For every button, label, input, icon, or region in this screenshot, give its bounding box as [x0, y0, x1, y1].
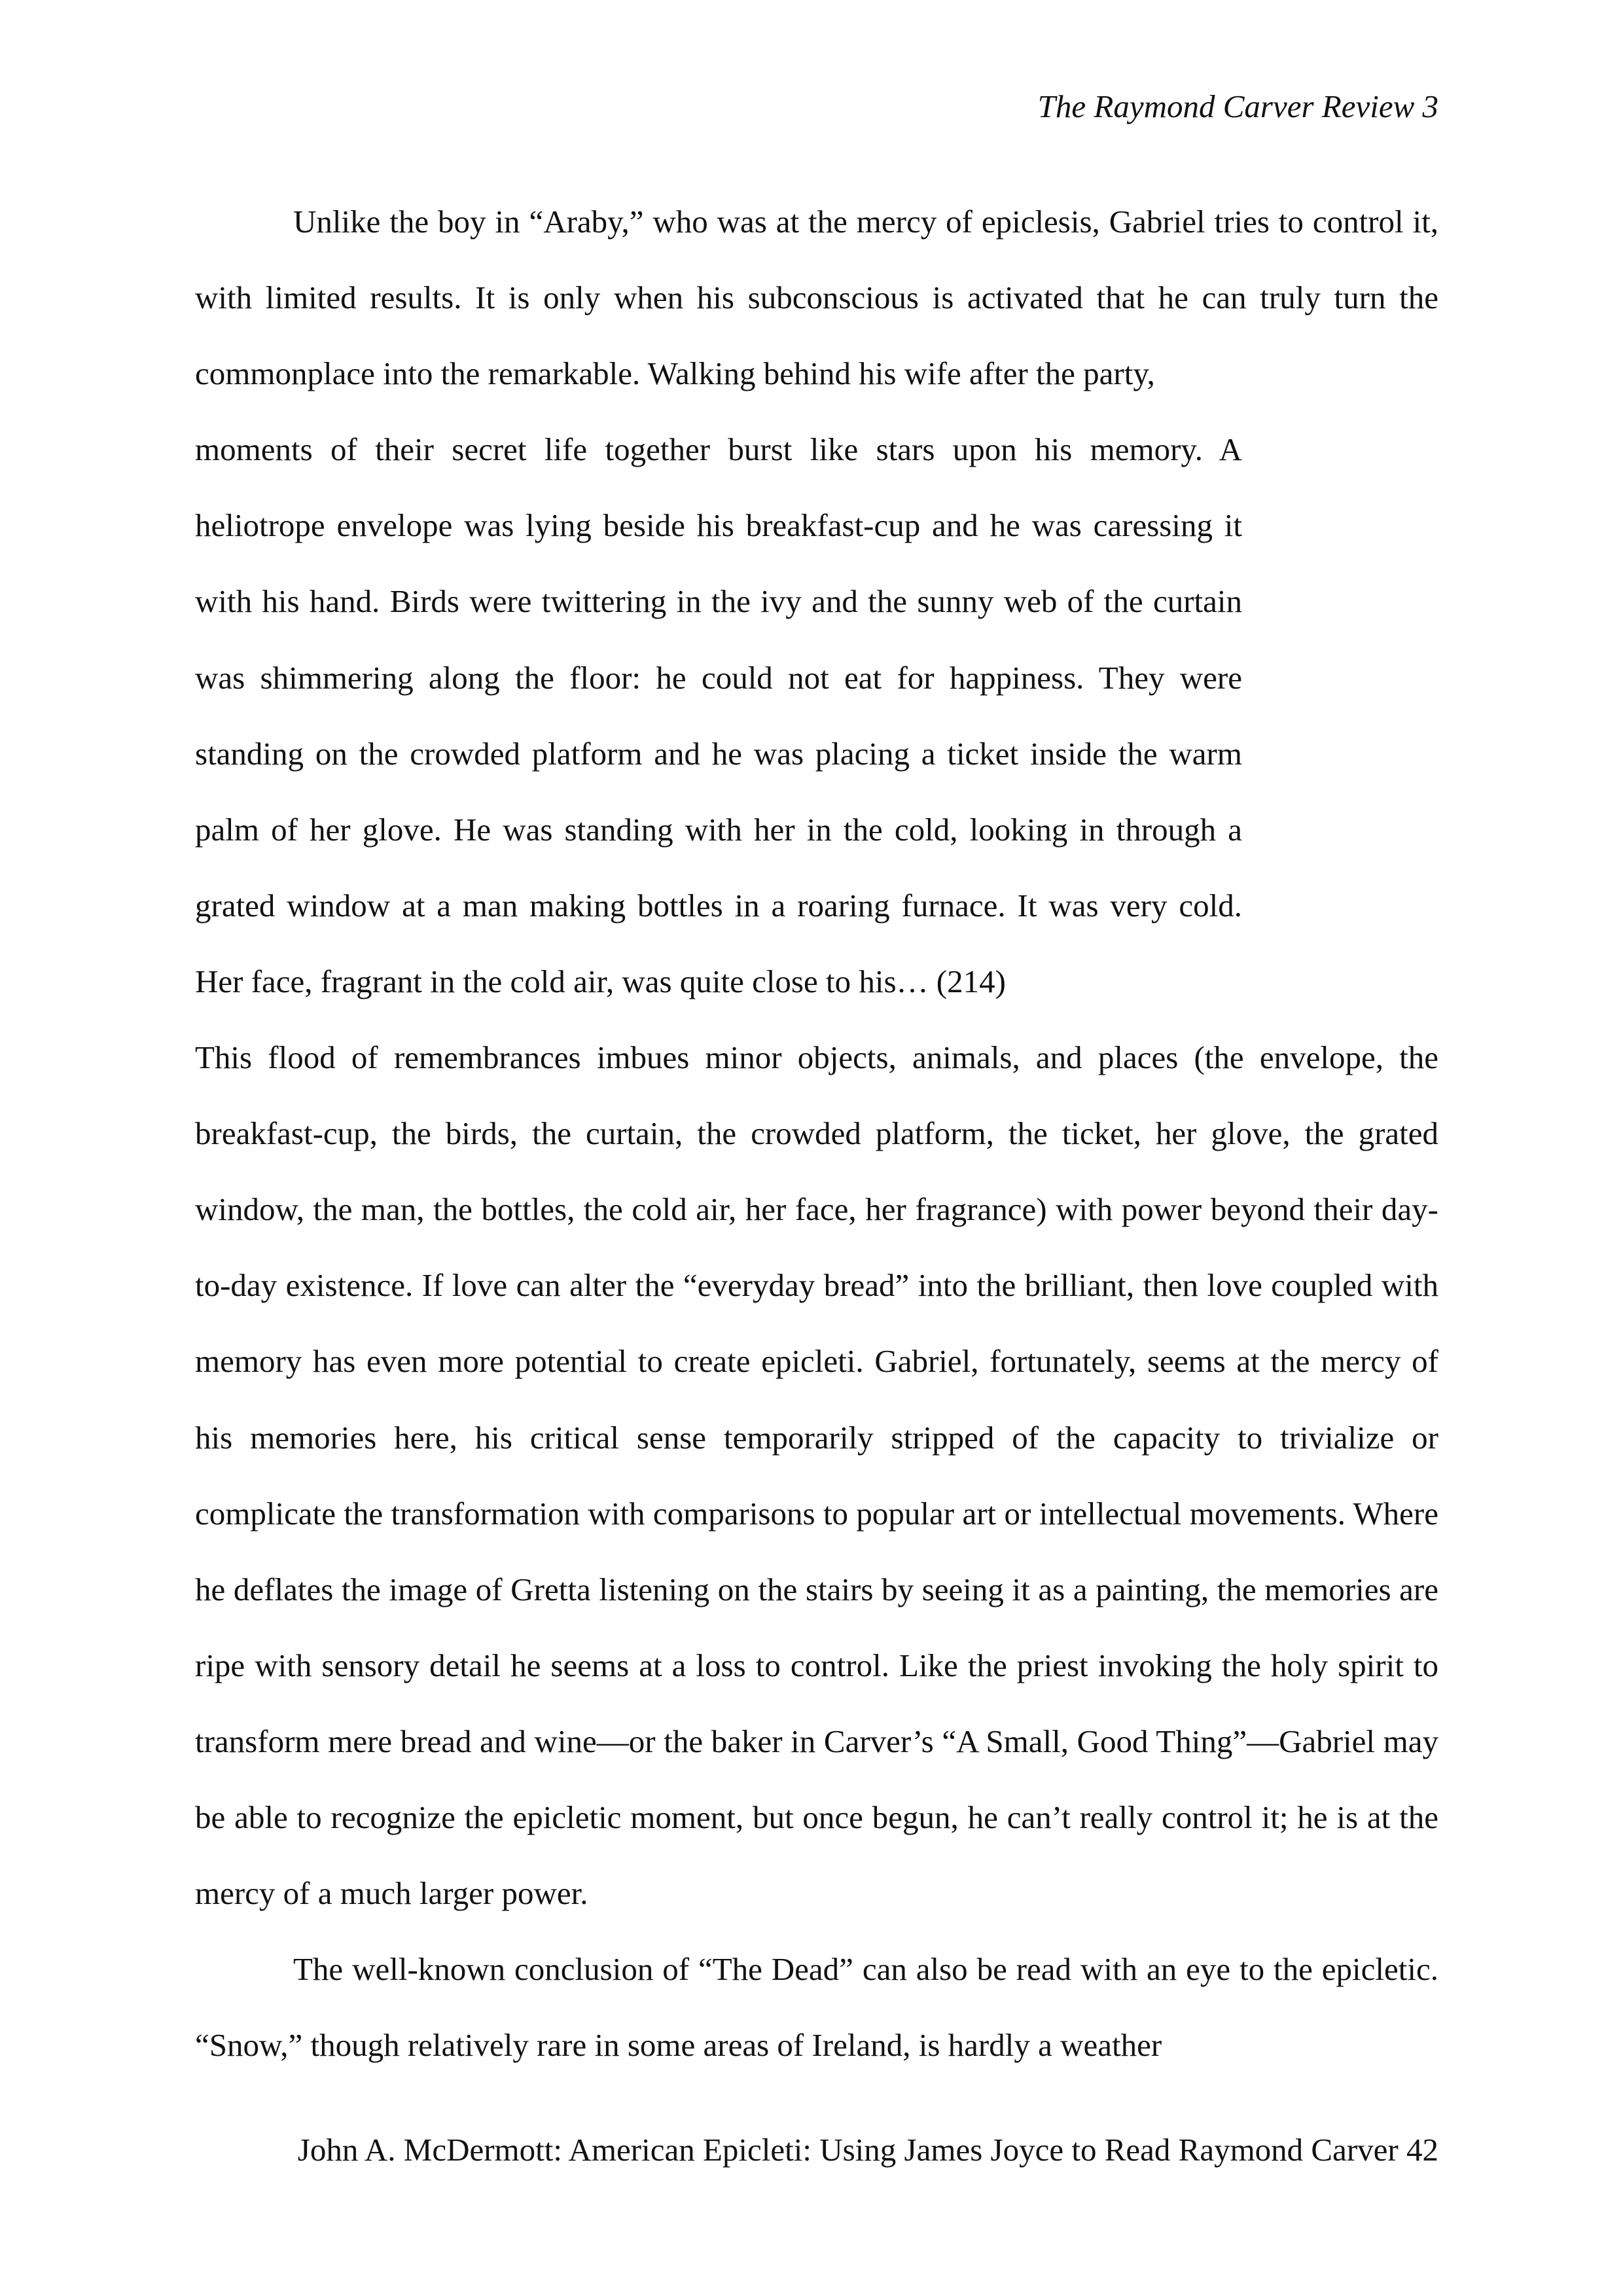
running-header: The Raymond Carver Review 3 [1037, 88, 1438, 124]
article-body [195, 184, 1438, 2083]
body-paragraph-1: Unlike the boy in “Araby,” who was at the mercy of epiclesis, Gabriel tries to control it, with limited results. It is only when his subconscious is activated that he can truly turn the commonplace into the remarkable. Walking behind his wife after the party, [195, 204, 1438, 392]
body-paragraph-2: This flood of remembrances imbues minor objects, animals, and places (the envelope, the breakfast-cup, the birds, the curtain, the crowded platform, the ticket, her glove, the grated window, the man, the bottles, the cold air, her face, her fragrance) with power beyond their day-to-day existence. If love can alter the “everyday bread” into the brilliant, then love coupled with memory has even more potential to create epicleti. Gabriel, fortunately, seems at the mercy of his memories here, his critical sense temporarily stripped of the capacity to trivialize or complicate the transformation with comparisons to popular art or intellectual movements. Where he deflates the image of Gretta listening on the stairs by seeing it as a painting, the memories are ripe with sensory detail he seems at a loss to control. Like the priest invoking the holy spirit to transform mere bread and wine—or the baker in Carver’s “A Small, Good Thing”—Gabriel may be able to recognize the epicletic moment, but once begun, he can’t really control it; he is at the mercy of a much larger power. [195, 1039, 1438, 1912]
block-quote: moments of their secret life together burst like stars upon his memory. A heliotrope envelope was lying beside his breakfast-cup and he was caressing it with his hand. Birds were twittering in the ivy and the sunny web of the curtain was shimmering along the floor: he could not eat for happiness. They were standing on the crowded platform and he was placing a ticket inside the warm palm of her glove. He was standing with her in the cold, looking in through a grated window at a man making bottles in a roaring furnace. It was very cold. Her face, fragrant in the cold air, was quite close to his… (214) [195, 431, 1242, 999]
body-paragraph-3: The well-known conclusion of “The Dead” can also be read with an eye to the epicletic. “Snow,” though relatively rare in some areas of Ireland, is hardly a weather [195, 1951, 1438, 2064]
page-footer: John A. McDermott: American Epicleti: Using James Joyce to Read Raymond Carver 42 [297, 2132, 1438, 2168]
